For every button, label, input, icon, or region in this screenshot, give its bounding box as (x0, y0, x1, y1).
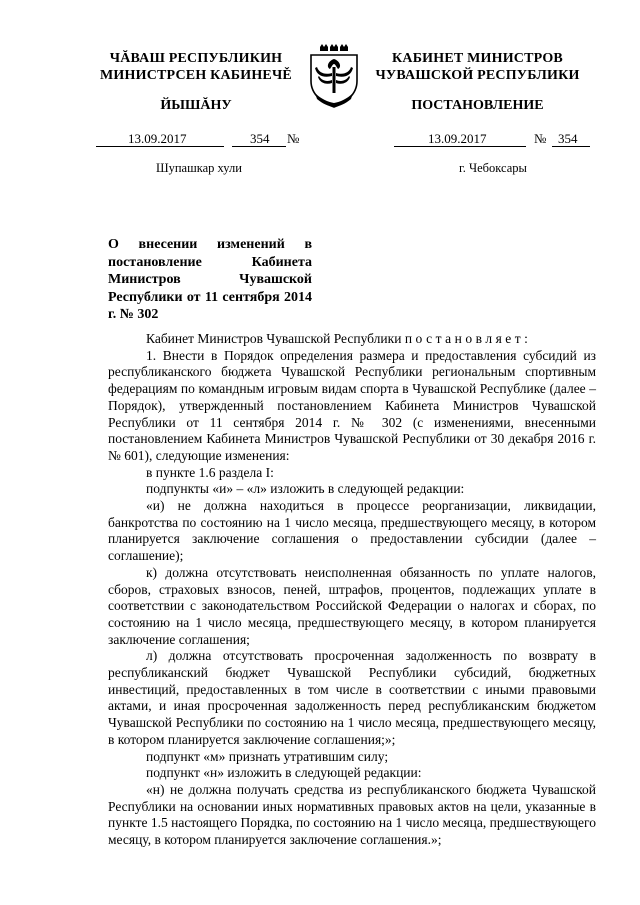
intro-line (108, 331, 596, 348)
left-org-line2: МИНИСТРСЕН КАБИНЕЧĚ (100, 68, 292, 83)
document-subject: О внесении изменений в постановление Кабинета Министров Чувашской Республики от 11 сентября 2014 г. № 302 (108, 237, 312, 322)
left-place: Шупашкар хули (156, 161, 242, 175)
right-number: 354 (558, 131, 578, 146)
right-document-kind: ПОСТАНОВЛЕНИЕ (411, 98, 544, 113)
left-number: 354 (250, 131, 270, 146)
right-place: г. Чебоксары (459, 161, 527, 175)
right-org-line1: КАБИНЕТ МИНИСТРОВ (392, 51, 563, 66)
intro-org: Кабинет Министров Чувашской Республики (146, 331, 402, 346)
left-number-sign: № (287, 131, 300, 146)
chuvashia-coat-of-arms-icon (303, 43, 365, 113)
paragraph: подпункт «м» признать утратившим силу; (146, 748, 389, 764)
left-org-line1: ЧĂВАШ РЕСПУБЛИКИН (109, 51, 283, 66)
right-date-underline (394, 146, 526, 147)
paragraph: 1. Внести в Порядок определения размера и предоставления субсидий из республиканского бюджета Чувашской Республики региональным спортивным федерациям по командным игровым видам спорта в Чувашской Республике (далее – Порядок), утвержденный постановлением Кабинета Министров Чувашской Республики от 11 сентября 2014 г. № 302 (с изменениями, внесенными постановлением Кабинета Министров Чувашской Республики от 30 декабря 2016 г. № 601), следующие изменения: (108, 347, 596, 463)
left-organization-name (96, 50, 296, 84)
left-number-underline (232, 146, 286, 147)
right-org-line2: ЧУВАШСКОЙ РЕСПУБЛИКИ (375, 68, 580, 83)
left-date: 13.09.2017 (128, 131, 187, 146)
left-document-kind: ЙЫШĂНУ (160, 98, 232, 113)
paragraph: подпункты «и» – «л» изложить в следующей редакции: (146, 481, 465, 497)
paragraph: «н) не должна получать средства из республиканского бюджета Чувашской Республики на основании иных нормативных правовых актов на цели, указанные в пункте 1.5 настоящего Порядка, по состоянию на 1 число месяца, предшествующего месяцу, в котором планируется заключение соглашения.»; (108, 781, 596, 848)
paragraph: к) должна отсутствовать неисполненная обязанность по уплате налогов, сборов, страховых взносов, пеней, штрафов, процентов, подлежащих уплате в соответствии с законодательством Российской Федерации о налогах и сборах, по состоянию на 1 число месяца, предшествующего месяцу, в котором планируется заключение соглашения; (108, 564, 596, 647)
right-organization-name (370, 50, 585, 84)
paragraph: в пункте 1.6 раздела I: (146, 464, 274, 480)
paragraph: л) должна отсутствовать просроченная задолженность по возврату в республиканский бюджет Чувашской Республики субсидий, бюджетных инвестиций, предоставленных в том числе в соответствии с иными правовыми актами, и иная просроченная задолженность перед республиканским бюджетом Чувашской Республики по состоянию на 1 число месяца, предшествующего месяцу, в котором планируется заключение соглашения;»; (108, 648, 596, 747)
intro-verb: постановляет: (404, 331, 532, 346)
document-body (108, 331, 596, 849)
right-number-underline (552, 146, 590, 147)
paragraph: подпункт «н» изложить в следующей редакции: (146, 765, 422, 781)
right-date: 13.09.2017 (428, 131, 487, 146)
paragraph: «и) не должна находиться в процессе реорганизации, ликвидации, банкротства по состоянию на 1 число месяца, предшествующего месяцу, в котором планируется заключение соглашения о предоставлении субсидии (далее – соглашение); (108, 498, 596, 564)
left-date-underline (96, 146, 224, 147)
right-number-sign: № (534, 131, 547, 146)
